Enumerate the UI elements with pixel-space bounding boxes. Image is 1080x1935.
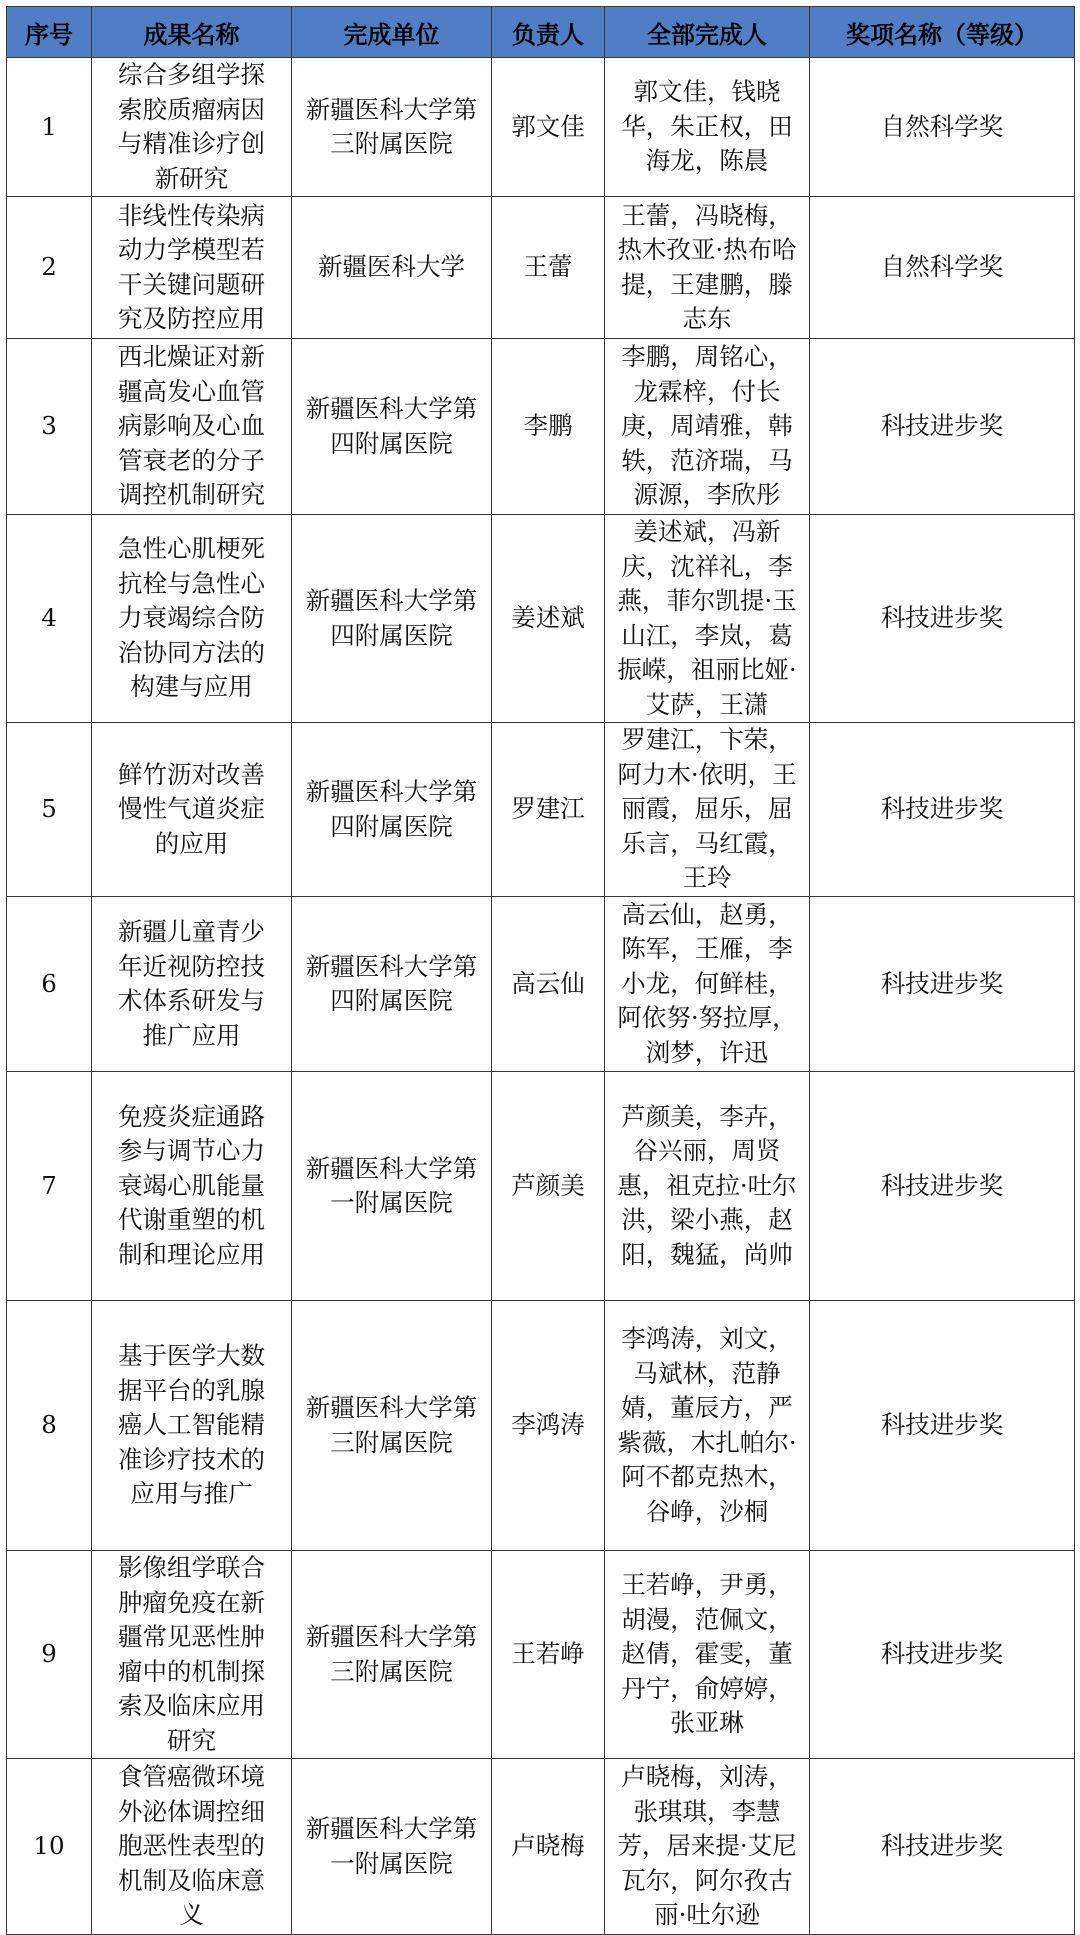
- awards-table: [6, 6, 1075, 1935]
- leader-name: 李鹏: [492, 339, 605, 515]
- achievement-title: 影像组学联合肿瘤免疫在新疆常见恶性肿瘤中的机制探索及临床应用研究: [92, 1551, 292, 1759]
- award-name: 科技进步奖: [810, 1551, 1075, 1759]
- all-members: 罗建江，卞荣，阿力木·依明，王丽霞，屈乐，屈乐言，马红霞，王玲: [605, 723, 810, 897]
- header-title: 成果名称: [92, 7, 292, 58]
- table-header-row: [7, 7, 1075, 58]
- table-row: [7, 1301, 1075, 1551]
- table-row: [7, 197, 1075, 339]
- achievement-title: 综合多组学探索胶质瘤病因与精准诊疗创新研究: [92, 58, 292, 197]
- all-members: 王蕾，冯晓梅，热木孜亚·热布哈提，王建鹏，滕志东: [605, 197, 810, 339]
- row-index: 3: [7, 339, 92, 515]
- row-index: 2: [7, 197, 92, 339]
- header-members: 全部完成人: [605, 7, 810, 58]
- table-row: [7, 58, 1075, 197]
- row-index: 7: [7, 1072, 92, 1301]
- award-name: 自然科学奖: [810, 197, 1075, 339]
- achievement-title: 新疆儿童青少年近视防控技术体系研发与推广应用: [92, 897, 292, 1072]
- achievement-title: 急性心肌梗死抗栓与急性心力衰竭综合防治协同方法的构建与应用: [92, 515, 292, 723]
- award-name: 科技进步奖: [810, 1301, 1075, 1551]
- completing-unit: 新疆医科大学第三附属医院: [292, 58, 492, 197]
- completing-unit: 新疆医科大学第一附属医院: [292, 1072, 492, 1301]
- achievement-title: 鲜竹沥对改善慢性气道炎症的应用: [92, 723, 292, 897]
- row-index: 5: [7, 723, 92, 897]
- leader-name: 罗建江: [492, 723, 605, 897]
- table-row: [7, 339, 1075, 515]
- header-award: 奖项名称（等级）: [810, 7, 1075, 58]
- award-name: 自然科学奖: [810, 58, 1075, 197]
- all-members: 王若峥，尹勇，胡漫，范佩文，赵倩，霍雯，董丹宁，俞婷婷，张亚琳: [605, 1551, 810, 1759]
- achievement-title: 免疫炎症通路参与调节心力衰竭心肌能量代谢重塑的机制和理论应用: [92, 1072, 292, 1301]
- header-index: 序号: [7, 7, 92, 58]
- completing-unit: 新疆医科大学第四附属医院: [292, 515, 492, 723]
- leader-name: 王若峥: [492, 1551, 605, 1759]
- leader-name: 郭文佳: [492, 58, 605, 197]
- row-index: 6: [7, 897, 92, 1072]
- completing-unit: 新疆医科大学第四附属医院: [292, 897, 492, 1072]
- award-name: 科技进步奖: [810, 1072, 1075, 1301]
- table-row: [7, 515, 1075, 723]
- table-row: [7, 1072, 1075, 1301]
- table-row: [7, 897, 1075, 1072]
- leader-name: 王蕾: [492, 197, 605, 339]
- award-name: 科技进步奖: [810, 1759, 1075, 1935]
- completing-unit: 新疆医科大学: [292, 197, 492, 339]
- all-members: 李鹏，周铭心，龙霖梓，付长庚，周靖雅，韩轶，范济瑞，马源源，李欣彤: [605, 339, 810, 515]
- achievement-title: 基于医学大数据平台的乳腺癌人工智能精准诊疗技术的应用与推广: [92, 1301, 292, 1551]
- completing-unit: 新疆医科大学第三附属医院: [292, 1551, 492, 1759]
- completing-unit: 新疆医科大学第三附属医院: [292, 1301, 492, 1551]
- award-name: 科技进步奖: [810, 339, 1075, 515]
- leader-name: 姜述斌: [492, 515, 605, 723]
- leader-name: 卢晓梅: [492, 1759, 605, 1935]
- all-members: 高云仙，赵勇，陈军，王雁，李小龙，何鲜桂，阿依努·努拉厚，浏梦，许迅: [605, 897, 810, 1072]
- award-name: 科技进步奖: [810, 897, 1075, 1072]
- achievement-title: 非线性传染病动力学模型若干关键问题研究及防控应用: [92, 197, 292, 339]
- leader-name: 李鸿涛: [492, 1301, 605, 1551]
- table-row: [7, 723, 1075, 897]
- award-name: 科技进步奖: [810, 723, 1075, 897]
- all-members: 卢晓梅，刘涛，张琪琪，李慧芳，居来提·艾尼瓦尔，阿尔孜古丽·吐尔逊: [605, 1759, 810, 1935]
- row-index: 9: [7, 1551, 92, 1759]
- row-index: 4: [7, 515, 92, 723]
- table-row: [7, 1551, 1075, 1759]
- row-index: 8: [7, 1301, 92, 1551]
- table-row: [7, 1759, 1075, 1935]
- completing-unit: 新疆医科大学第一附属医院: [292, 1759, 492, 1935]
- row-index: 1: [7, 58, 92, 197]
- achievement-title: 西北燥证对新疆高发心血管病影响及心血管衰老的分子调控机制研究: [92, 339, 292, 515]
- header-unit: 完成单位: [292, 7, 492, 58]
- all-members: 李鸿涛，刘文，马斌林，范静婧，董辰方，严紫薇，木扎帕尔·阿不都克热木，谷峥，沙桐: [605, 1301, 810, 1551]
- all-members: 郭文佳，钱晓华，朱正权，田海龙，陈晨: [605, 58, 810, 197]
- row-index: 10: [7, 1759, 92, 1935]
- leader-name: 芦颜美: [492, 1072, 605, 1301]
- header-leader: 负责人: [492, 7, 605, 58]
- completing-unit: 新疆医科大学第四附属医院: [292, 723, 492, 897]
- achievement-title: 食管癌微环境外泌体调控细胞恶性表型的机制及临床意义: [92, 1759, 292, 1935]
- leader-name: 高云仙: [492, 897, 605, 1072]
- all-members: 姜述斌，冯新庆，沈祥礼，李燕，菲尔凯提·玉山江，李岚，葛振嵘，祖丽比娅·艾萨，王潇: [605, 515, 810, 723]
- all-members: 芦颜美，李卉，谷兴丽，周贤惠，祖克拉·吐尔洪，梁小燕，赵阳，魏猛，尚帅: [605, 1072, 810, 1301]
- completing-unit: 新疆医科大学第四附属医院: [292, 339, 492, 515]
- award-name: 科技进步奖: [810, 515, 1075, 723]
